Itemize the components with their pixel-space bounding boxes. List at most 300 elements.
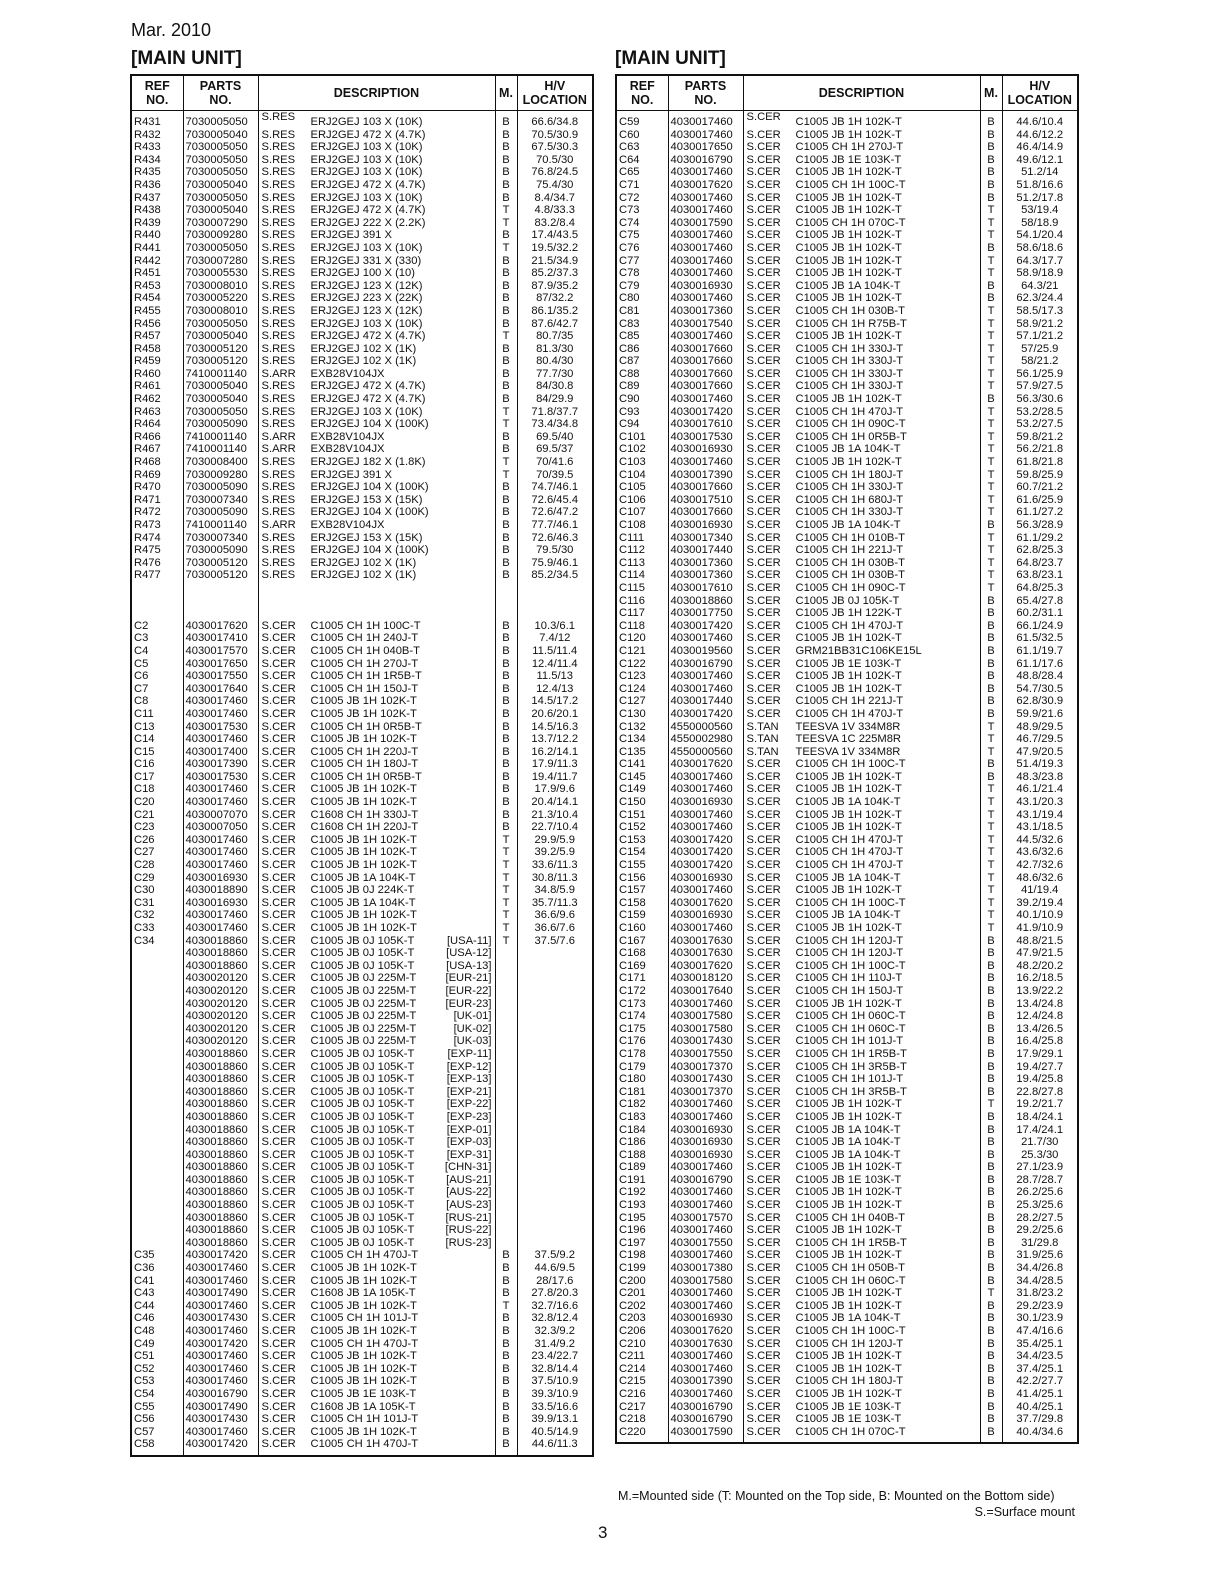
part-description: C1005 JB 1H 102K-T <box>795 770 902 783</box>
part-type: S.CER <box>746 443 781 456</box>
parts-no-cell: 4030018860 <box>183 1073 258 1086</box>
part-type: S.CER <box>746 254 781 267</box>
part-description: C1005 CH 1H 180J-T <box>795 1375 904 1388</box>
part-description: C1005 JB 1H 102K-T <box>310 1299 417 1312</box>
parts-no-cell: 4030017410 <box>183 632 258 645</box>
hv-location-cell: 53.2/27.5 <box>1002 418 1078 431</box>
hv-location-cell: 21.5/34.9 <box>517 255 593 268</box>
part-description: C1005 JB 0J 105K-T <box>795 594 900 607</box>
description-cell <box>743 192 980 205</box>
hv-location-cell: 28.7/28.7 <box>1002 1174 1078 1187</box>
mounted-side-cell: B <box>495 280 517 293</box>
description-cell <box>258 1061 495 1074</box>
mounted-side-cell: B <box>980 1300 1002 1313</box>
hv-location-cell: 11.5/11.4 <box>517 645 593 658</box>
part-description: C1005 JB 1H 102K-T <box>310 1362 417 1375</box>
part-description: C1005 CH 1H 100C-T <box>795 959 906 972</box>
ref-no-cell: C34 <box>134 934 155 947</box>
part-type: S.RES <box>261 178 296 191</box>
hv-location-cell <box>517 595 593 608</box>
mounted-side-cell: B <box>495 796 517 809</box>
description-cell <box>743 1023 980 1036</box>
ref-no-cell: R457 <box>134 330 161 343</box>
mounted-side-cell: T <box>980 569 1002 582</box>
table-row <box>616 884 1078 897</box>
ref-no-cell: C216 <box>619 1387 646 1400</box>
ref-no-cell: R435 <box>134 166 161 179</box>
part-type: S.CER <box>746 1400 781 1413</box>
hv-location-cell: 21.3/10.4 <box>517 809 593 822</box>
parts-no-cell: 4030017460 <box>668 1350 743 1363</box>
mounted-side-cell: B <box>980 141 1002 154</box>
ref-no-cell: C21 <box>134 808 155 821</box>
hv-location-cell: 62.3/24.4 <box>1002 292 1078 305</box>
part-description: C1005 JB 0J 105K-T <box>310 1085 415 1098</box>
part-description: C1005 JB 1H 102K-T <box>310 833 417 846</box>
version-tag: [EXP-13] <box>446 1073 492 1086</box>
part-description: C1005 JB 0J 225M-T <box>310 984 417 997</box>
part-description: ERJ2GEJ 103 X (10K) <box>310 317 423 330</box>
ref-no-cell <box>131 1199 183 1212</box>
part-type: S.CER <box>746 997 781 1010</box>
parts-no-cell: 4030018860 <box>183 1124 258 1137</box>
table-row <box>131 217 593 230</box>
hv-location-cell: 30.8/11.3 <box>517 872 593 885</box>
mounted-side-cell: B <box>980 683 1002 696</box>
ref-no-cell: C106 <box>619 493 646 506</box>
table-row <box>131 418 593 431</box>
version-tag: [EXP-12] <box>446 1060 492 1073</box>
description-cell <box>743 292 980 305</box>
part-type: S.RES <box>261 141 296 154</box>
part-type: S.CER <box>261 997 296 1010</box>
description-cell <box>258 1426 495 1439</box>
ref-no-cell: R474 <box>134 531 161 544</box>
mounted-side-cell: B <box>980 1174 1002 1187</box>
part-type: S.CER <box>746 468 781 481</box>
version-tag: [EXP-21] <box>446 1085 492 1098</box>
hv-location-cell: 42.7/32.6 <box>1002 859 1078 872</box>
part-type: S.CER <box>746 594 781 607</box>
hv-location-cell: 17.9/9.6 <box>517 783 593 796</box>
mounted-side-cell <box>495 947 517 960</box>
table-row <box>616 859 1078 872</box>
part-description: C1005 JB 1H 102K-T <box>310 922 417 934</box>
part-type: S.CER <box>261 884 296 897</box>
part-description: C1005 JB 0J 105K-T <box>310 1148 415 1161</box>
ref-no-cell: C132 <box>619 720 646 733</box>
part-type: S.TAN <box>746 720 779 733</box>
part-description: ERJ2GEJ 102 X (1K) <box>310 342 417 355</box>
mounted-side-cell: B <box>495 255 517 268</box>
parts-no-cell: 4030017420 <box>183 1249 258 1262</box>
description-cell <box>258 1338 495 1351</box>
mounted-side-cell: T <box>495 1300 517 1313</box>
part-description: C1005 JB 1H 102K-T <box>310 909 417 922</box>
part-type: S.CER <box>746 581 781 594</box>
table-row <box>131 242 593 255</box>
ref-no-cell: R438 <box>134 204 161 217</box>
description-cell <box>743 1212 980 1225</box>
part-type: S.CER <box>746 330 781 343</box>
parts-no-cell: 4030017540 <box>668 318 743 331</box>
table-row <box>131 431 593 444</box>
description-cell <box>258 809 495 822</box>
description-cell <box>743 217 980 230</box>
parts-no-cell: 4030016930 <box>668 1149 743 1162</box>
table-row <box>131 557 593 570</box>
table-row <box>616 821 1078 834</box>
ref-no-cell: C151 <box>619 808 646 821</box>
table-row <box>131 960 593 973</box>
parts-no-cell: 4030017590 <box>668 217 743 230</box>
parts-no-cell: 4030017460 <box>183 796 258 809</box>
description-cell <box>743 1136 980 1149</box>
mounted-side-cell: B <box>495 343 517 356</box>
part-type: S.CER <box>746 1312 781 1325</box>
mounted-side-cell <box>495 1224 517 1237</box>
ref-no-cell: C215 <box>619 1375 646 1388</box>
mounted-side-cell <box>495 607 517 620</box>
part-description: C1005 CH 1H 150J-T <box>310 682 419 695</box>
parts-no-cell: 4030017460 <box>668 809 743 822</box>
mounted-side-cell: B <box>495 355 517 368</box>
mounted-side-cell: B <box>980 1136 1002 1149</box>
table-row <box>131 494 593 507</box>
description-cell <box>743 935 980 948</box>
ref-no-cell: R451 <box>134 267 161 280</box>
parts-no-cell: 7030005040 <box>183 204 258 217</box>
table-row <box>131 519 593 532</box>
mounted-side-cell: B <box>980 1199 1002 1212</box>
parts-no-cell: 4030016790 <box>183 1388 258 1401</box>
mounted-side-cell: T <box>980 380 1002 393</box>
mounted-side-cell: B <box>980 758 1002 771</box>
mounted-side-cell: B <box>495 658 517 671</box>
parts-no-cell: 7410001140 <box>183 368 258 381</box>
part-type: S.CER <box>261 1211 296 1224</box>
part-description: C1005 JB 1H 102K-T <box>310 1350 417 1363</box>
ref-no-cell: C220 <box>619 1425 646 1438</box>
parts-no-cell: 4030017360 <box>668 305 743 318</box>
description-cell <box>743 1363 980 1376</box>
description-cell <box>258 494 495 507</box>
hv-location-cell: 48.8/21.5 <box>1002 935 1078 948</box>
parts-no-cell: 4030018860 <box>183 1048 258 1061</box>
mounted-side-cell: B <box>980 947 1002 960</box>
description-cell <box>743 972 980 985</box>
parts-no-cell: 7410001140 <box>183 443 258 456</box>
mounted-side-cell: B <box>495 645 517 658</box>
description-cell <box>258 960 495 973</box>
ref-no-cell <box>131 1086 183 1099</box>
ref-no-cell: C33 <box>134 922 155 934</box>
mounted-side-cell: T <box>980 846 1002 859</box>
description-cell <box>743 771 980 784</box>
ref-no-cell: C169 <box>619 959 646 972</box>
part-description: C1005 CH 1H 010B-T <box>795 531 905 544</box>
part-description: C1005 JB 1H 102K-T <box>795 254 902 267</box>
parts-no-cell: 4030018860 <box>183 1186 258 1199</box>
parts-no-cell: 4030018890 <box>183 884 258 897</box>
part-type: S.RES <box>261 393 296 406</box>
mounted-side-cell: B <box>495 1388 517 1401</box>
description-cell <box>743 721 980 734</box>
description-cell <box>258 846 495 859</box>
description-cell <box>743 431 980 444</box>
parts-no-cell: 4030017460 <box>668 393 743 406</box>
part-description: C1005 JB 1E 103K-T <box>795 1173 902 1186</box>
parts-no-cell: 4030017640 <box>183 683 258 696</box>
part-type: S.CER <box>261 1400 296 1413</box>
parts-no-cell: 4030016790 <box>668 1413 743 1426</box>
description-cell <box>743 809 980 822</box>
parts-no-cell: 4030017460 <box>668 632 743 645</box>
part-description: C1005 JB 1A 104K-T <box>310 896 416 909</box>
description-cell <box>258 192 495 205</box>
part-description: C1005 JB 1H 102K-T <box>795 1186 902 1199</box>
hv-location-cell <box>517 1098 593 1111</box>
parts-no-cell: 7030005040 <box>183 129 258 142</box>
table-row <box>616 129 1078 142</box>
mounted-side-cell: T <box>980 796 1002 809</box>
part-description: C1005 JB 0J 105K-T <box>310 1060 415 1073</box>
part-type: S.RES <box>261 267 296 280</box>
description-cell <box>258 884 495 897</box>
mounted-side-cell: B <box>495 683 517 696</box>
parts-no-cell: 4030017610 <box>668 582 743 595</box>
description-cell <box>743 141 980 154</box>
part-description: C1005 CH 1H 330J-T <box>795 355 904 368</box>
ref-no-cell: C211 <box>619 1350 645 1363</box>
part-type: S.CER <box>261 1161 296 1174</box>
parts-no-cell: 4030017440 <box>668 695 743 708</box>
hv-location-cell: 47.4/16.6 <box>1002 1325 1078 1338</box>
parts-no-cell: 4030016930 <box>668 1136 743 1149</box>
mounted-side-cell: B <box>980 1124 1002 1137</box>
mounted-side-cell: B <box>495 1363 517 1376</box>
mounted-side-cell: B <box>980 1186 1002 1199</box>
mounted-side-cell: B <box>980 1023 1002 1036</box>
table-row <box>616 595 1078 608</box>
mounted-side-cell: B <box>495 443 517 456</box>
part-description: C1005 JB 1H 102K-T <box>310 796 417 809</box>
table-row <box>131 1224 593 1237</box>
ref-no-cell: C89 <box>619 380 640 393</box>
table-row <box>131 1401 593 1414</box>
description-cell <box>743 695 980 708</box>
part-type: S.CER <box>746 1274 781 1287</box>
description-cell <box>258 280 495 293</box>
hv-location-cell: 22.8/27.8 <box>1002 1086 1078 1099</box>
description-cell <box>258 1098 495 1111</box>
part-type: S.CER <box>746 821 781 834</box>
part-description: C1005 JB 1A 104K-T <box>795 1136 901 1149</box>
part-type: S.RES <box>261 279 296 292</box>
part-description: EXB28V104JX <box>310 443 385 456</box>
table-row <box>131 204 593 217</box>
part-type: S.CER <box>746 178 781 191</box>
hv-location-cell <box>517 1061 593 1074</box>
mounted-side-cell: B <box>495 179 517 192</box>
table-row <box>131 947 593 960</box>
table-row <box>616 708 1078 721</box>
ref-no-cell: R433 <box>134 141 161 154</box>
ref-no-cell: C65 <box>619 166 640 179</box>
ref-no-cell: R469 <box>134 468 161 481</box>
ref-no-cell <box>131 1111 183 1124</box>
description-cell <box>743 456 980 469</box>
table-row <box>131 972 593 985</box>
part-description: C1005 JB 0J 225M-T <box>310 1022 417 1035</box>
mounted-side-cell: T <box>980 783 1002 796</box>
ref-no-cell: C116 <box>619 594 645 607</box>
description-cell <box>258 406 495 419</box>
table-row <box>131 1300 593 1313</box>
description-cell <box>258 154 495 167</box>
table-row <box>131 1061 593 1074</box>
parts-no-cell: 4030018860 <box>183 1161 258 1174</box>
part-description: EXB28V104JX <box>310 367 385 380</box>
mounted-side-cell: B <box>980 1338 1002 1351</box>
part-type: S.RES <box>261 204 296 217</box>
hv-location-cell: 22.7/10.4 <box>517 821 593 834</box>
ref-no-cell: R467 <box>134 443 161 456</box>
description-cell <box>743 1111 980 1124</box>
mounted-side-cell: B <box>980 1149 1002 1162</box>
part-description: C1005 JB 1H 102K-T <box>795 884 902 897</box>
ref-no-cell: C157 <box>619 884 646 897</box>
ref-no-cell: C171 <box>619 972 646 985</box>
part-description: C1005 JB 1H 102K-T <box>795 1387 902 1400</box>
hv-location-cell: 47.9/20.5 <box>1002 746 1078 759</box>
parts-no-cell: 4030017460 <box>668 1388 743 1401</box>
mounted-side-cell <box>495 1086 517 1099</box>
part-type: S.CER <box>261 846 296 859</box>
table-row <box>131 985 593 998</box>
ref-no-cell: C83 <box>619 317 640 330</box>
hv-location-cell: 56.1/25.9 <box>1002 368 1078 381</box>
parts-no-cell: 4030007050 <box>183 821 258 834</box>
table-row <box>131 1212 593 1225</box>
mounted-side-cell: T <box>495 330 517 343</box>
mounted-side-cell: B <box>495 1249 517 1262</box>
part-type: S.CER <box>261 1173 296 1186</box>
table-row <box>616 658 1078 671</box>
part-type: S.CER <box>261 833 296 846</box>
part-type: S.CER <box>261 934 296 947</box>
ref-no-cell: C155 <box>619 859 646 872</box>
description-cell <box>258 771 495 784</box>
part-type: S.CER <box>746 972 781 985</box>
hv-location-cell: 7.4/12 <box>517 632 593 645</box>
description-cell <box>743 998 980 1011</box>
ref-no-cell: C152 <box>619 821 646 834</box>
parts-no-cell: 4030017490 <box>183 1401 258 1414</box>
mounted-side-cell <box>495 1048 517 1061</box>
ref-no-cell: C15 <box>134 745 155 758</box>
table-row <box>131 922 593 935</box>
table-row <box>131 708 593 721</box>
parts-no-cell: 4030018860 <box>183 935 258 948</box>
table-row <box>131 821 593 834</box>
ref-no-cell: C16 <box>134 758 155 771</box>
hv-location-cell: 14.5/17.2 <box>517 695 593 708</box>
mounted-side-cell: T <box>980 721 1002 734</box>
part-type: S.CER <box>261 1375 296 1388</box>
ref-no-cell: C103 <box>619 456 646 469</box>
hv-location-cell: 76.8/24.5 <box>517 166 593 179</box>
description-cell <box>258 859 495 872</box>
hv-location-cell <box>517 582 593 595</box>
ref-no-cell: C186 <box>619 1136 646 1149</box>
description-cell <box>743 255 980 268</box>
part-type: S.CER <box>746 111 781 123</box>
part-description: ERJ2GEJ 103 X (10K) <box>310 153 423 166</box>
table-row <box>616 972 1078 985</box>
table-row <box>131 1186 593 1199</box>
parts-no-cell: 4030017490 <box>183 1287 258 1300</box>
part-description: C1005 JB 1H 102K-T <box>795 241 902 254</box>
part-type: S.RES <box>261 229 296 242</box>
hv-location-cell <box>517 1048 593 1061</box>
ref-no-cell: C180 <box>619 1073 646 1086</box>
table-row <box>131 1048 593 1061</box>
description-cell <box>743 1275 980 1288</box>
hv-location-cell: 54.1/20.4 <box>1002 229 1078 242</box>
description-cell <box>743 318 980 331</box>
mounted-side-cell: T <box>980 204 1002 217</box>
ref-no-cell: C60 <box>619 128 640 141</box>
part-type: S.CER <box>746 934 781 947</box>
mounted-side-cell: B <box>495 1350 517 1363</box>
mounted-side-cell <box>495 1237 517 1250</box>
mounted-side-cell: B <box>980 1073 1002 1086</box>
hv-location-cell: 66.6/34.8 <box>517 111 593 129</box>
description-cell <box>743 1186 980 1199</box>
hv-location-cell: 84/30.8 <box>517 380 593 393</box>
part-description: ERJ2GEJ 223 X (22K) <box>310 292 423 305</box>
hv-location-cell: 16.2/18.5 <box>1002 972 1078 985</box>
description-cell <box>743 1249 980 1262</box>
table-row <box>131 267 593 280</box>
mounted-side-cell: B <box>495 166 517 179</box>
description-cell <box>258 242 495 255</box>
mounted-side-cell: B <box>495 431 517 444</box>
part-type: S.CER <box>746 707 781 720</box>
hv-location-cell: 31.8/23.2 <box>1002 1287 1078 1300</box>
hv-location-cell <box>517 1136 593 1149</box>
hv-location-cell: 58.9/21.2 <box>1002 318 1078 331</box>
version-tag: [USA-13] <box>446 959 492 972</box>
part-type: S.RES <box>261 342 296 355</box>
ref-no-cell: C182 <box>619 1098 646 1111</box>
ref-no-cell: C31 <box>134 896 155 909</box>
description-cell <box>743 884 980 897</box>
description-cell <box>743 506 980 519</box>
table-row <box>616 582 1078 595</box>
hv-location-cell <box>517 1224 593 1237</box>
ref-no-cell: C35 <box>134 1249 155 1262</box>
hv-location-cell: 61.1/17.6 <box>1002 658 1078 671</box>
description-cell <box>743 368 980 381</box>
part-description: C1005 JB 0J 105K-T <box>310 1236 415 1249</box>
ref-no-cell <box>131 947 183 960</box>
hv-location-cell: 17.4/43.5 <box>517 229 593 242</box>
part-type: S.CER <box>261 720 296 733</box>
hv-location-cell: 51.2/17.8 <box>1002 192 1078 205</box>
table-row <box>616 469 1078 482</box>
